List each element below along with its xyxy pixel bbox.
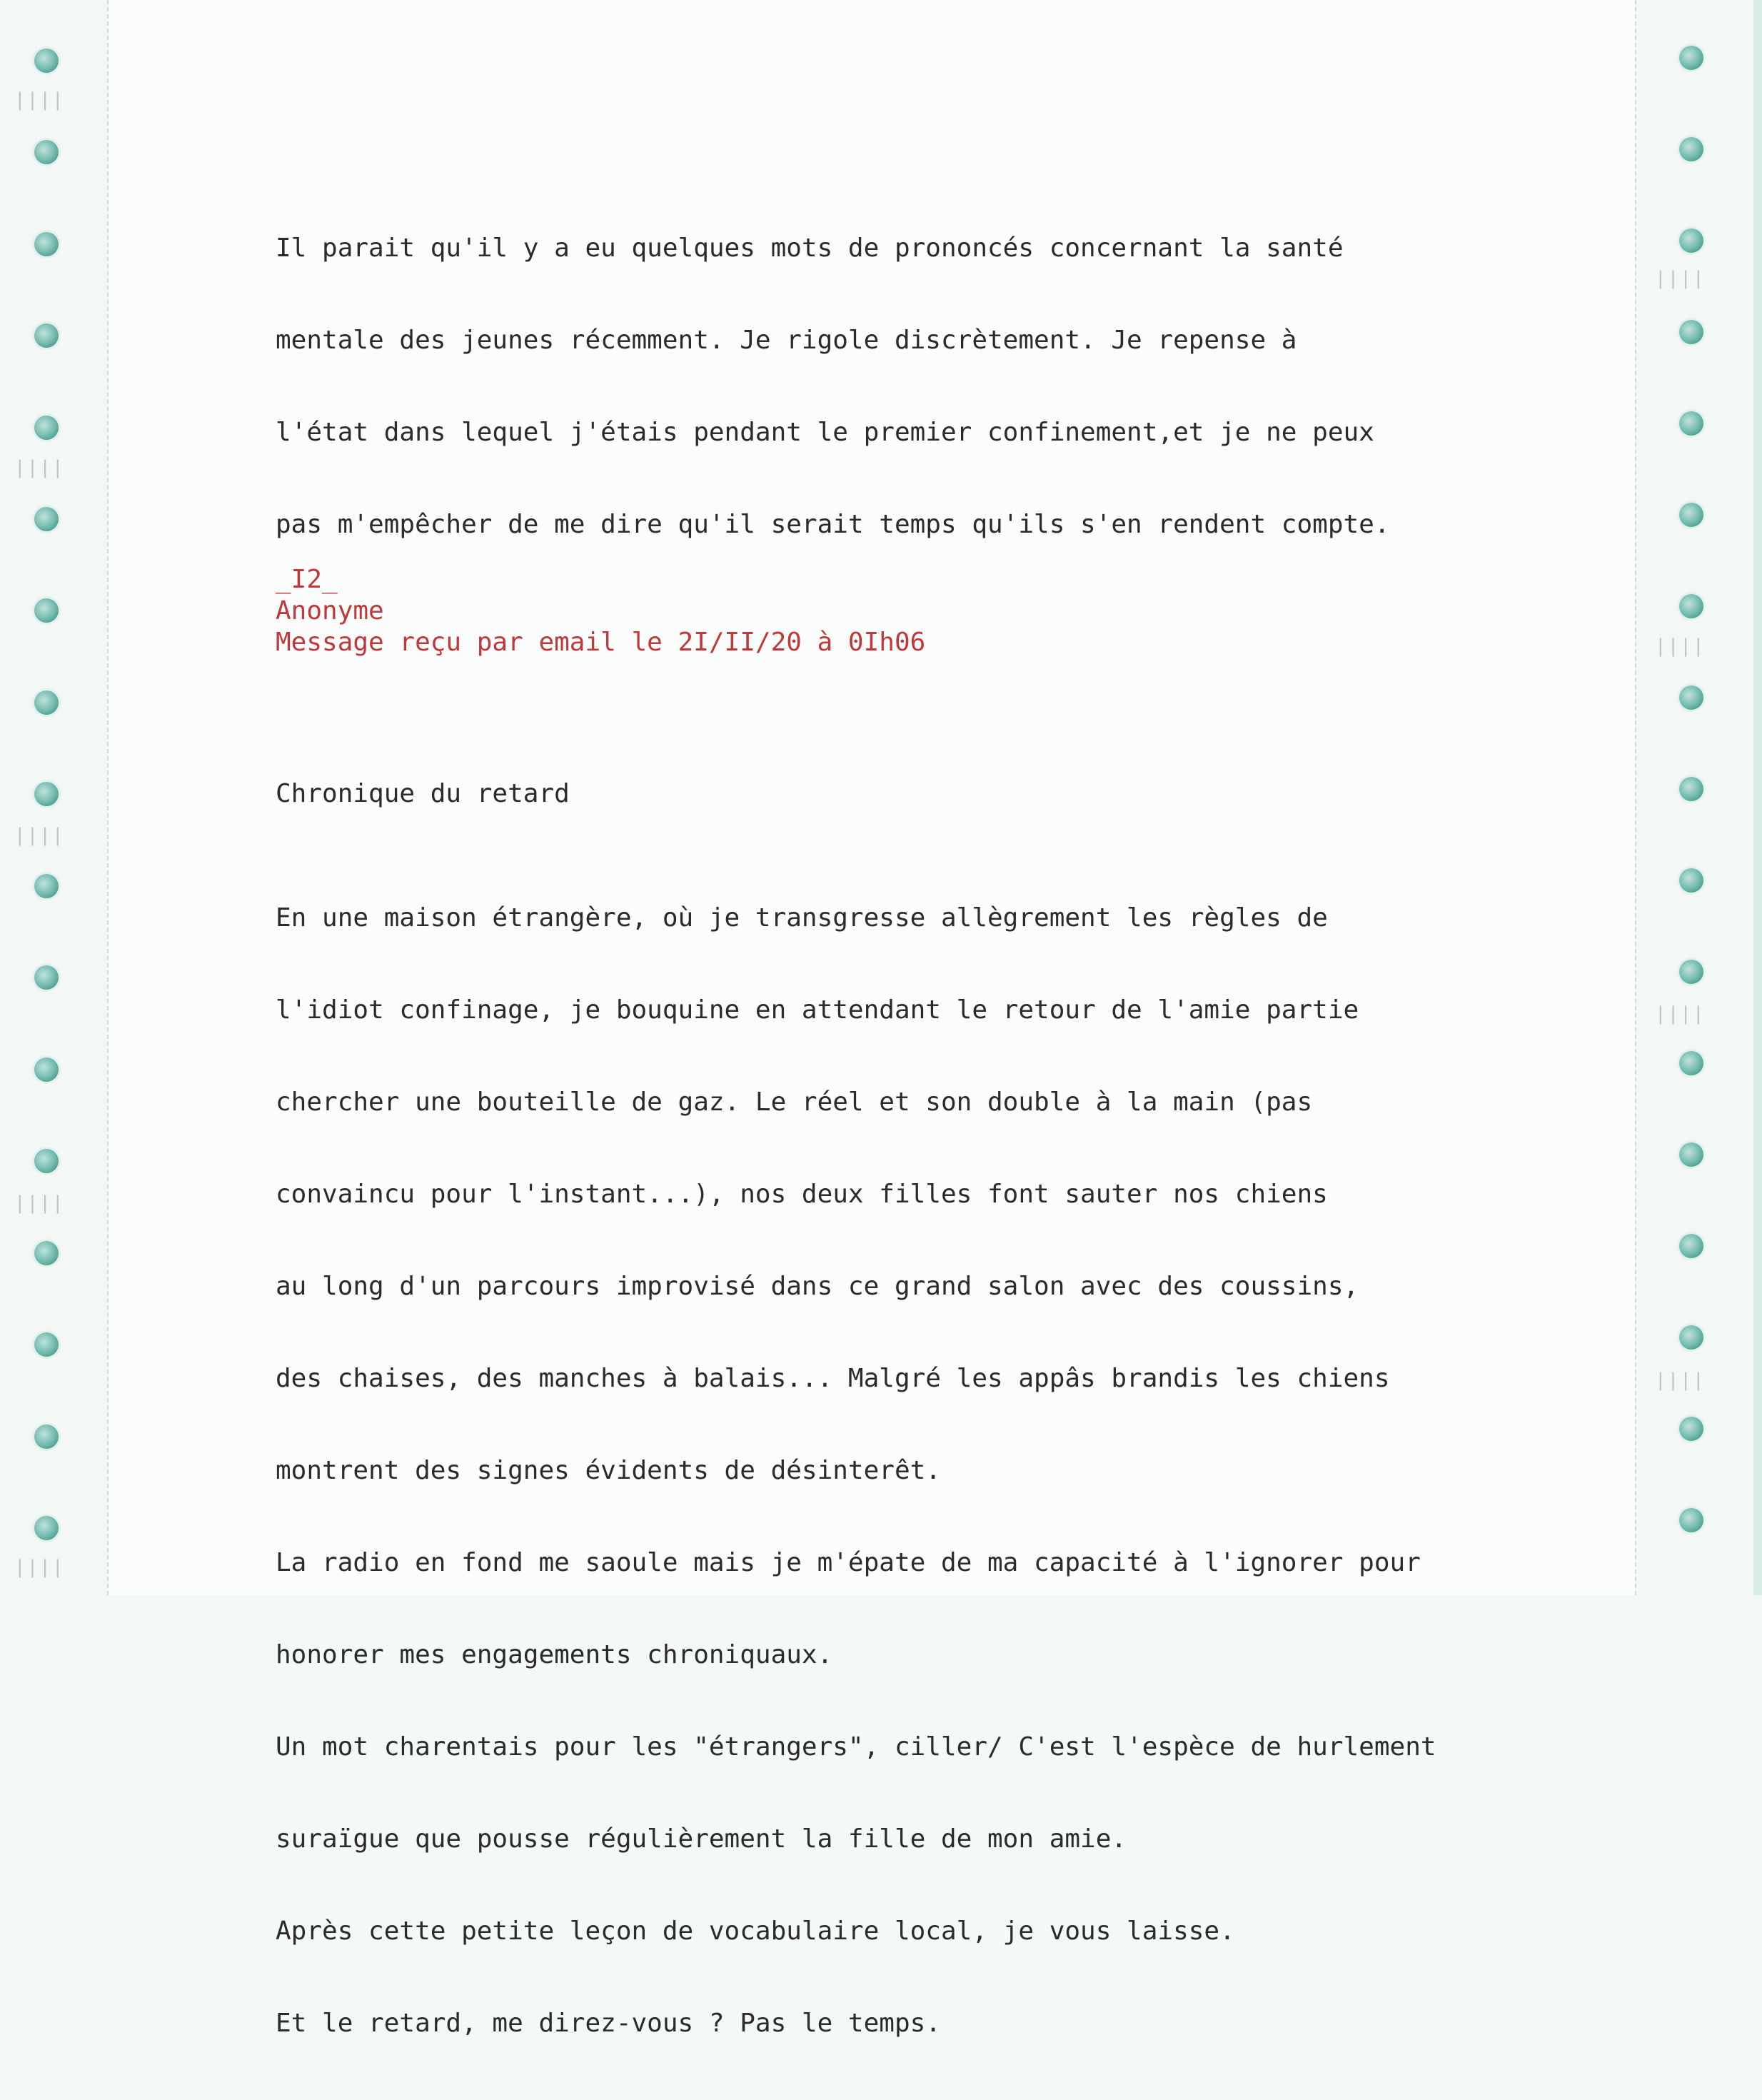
feed-hole-icon [34,507,59,531]
feed-hole-icon [1679,777,1703,801]
feed-hole-icon [34,1332,59,1357]
feed-hole-icon [34,1057,59,1082]
text-line: mentale des jeunes récemment. Je rigole discrètement. Je repense à [276,326,1297,355]
feed-hole-icon [1679,1142,1703,1167]
feed-hole-icon [34,1516,59,1540]
text-line: l'état dans lequel j'étais pendant le premier confinement,et je ne peux [276,418,1374,447]
feed-hole-icon [1679,1508,1703,1532]
feed-hole-icon [1679,503,1703,527]
chronicle-title: Chronique du retard [276,779,570,808]
feed-hole-icon [1679,1234,1703,1258]
text-line: Après cette petite leçon de vocabulaire local, je vous laisse. [276,1916,1235,1946]
feed-hole-icon [1679,320,1703,344]
feed-hole-icon [1679,46,1703,70]
feed-hole-icon [34,1241,59,1265]
text-line: suraïgue que pousse régulièrement la fille de mon amie. [276,1824,1127,1854]
perforation-marks-icon: |||| [14,457,65,478]
feed-hole-icon [34,49,59,73]
perforation-marks-icon: |||| [1655,1003,1706,1025]
feed-hole-icon [34,323,59,348]
feed-hole-icon [34,965,59,990]
entry-author: Anonyme [276,596,384,626]
feed-hole-icon [34,416,59,440]
perforation-marks-icon: |||| [1655,635,1706,657]
perforation-marks-icon: |||| [14,1557,65,1578]
text-line: Il parait qu'il y a eu quelques mots de prononcés concernant la santé [276,233,1344,263]
feed-hole-icon [1679,228,1703,253]
text-line: convaincu pour l'instant...), nos deux filles font sauter nos chiens [276,1180,1328,1209]
text-line: montrent des signes évidents de désinterêt. [276,1456,941,1485]
text-line: chercher une bouteille de gaz. Le réel et son double à la main (pas [276,1087,1313,1117]
text-line: honorer mes engagements chroniquaux. [276,1640,833,1669]
text-line: au long d'un parcours improvisé dans ce grand salon avec des coussins, [276,1272,1359,1301]
feed-hole-icon [1679,1051,1703,1075]
feed-hole-icon [1679,1417,1703,1441]
feed-hole-icon [1679,137,1703,161]
chronicle-body [276,841,1436,2100]
perforation-marks-icon: |||| [14,1192,65,1214]
entry-received-date: Message reçu par email le 2I/II/20 à 0Ih06 [276,628,926,657]
feed-hole-icon [1679,868,1703,893]
opening-paragraph [276,171,1390,601]
feed-hole-icon [34,140,59,164]
feed-hole-icon [1679,594,1703,618]
text-line: La radio en fond me saoule mais je m'épate de ma capacité à l'ignorer pour [276,1548,1421,1577]
feed-hole-icon [34,232,59,256]
feed-hole-icon [34,1149,59,1173]
text-line: des chaises, des manches à balais... Malgré les appâs brandis les chiens [276,1364,1390,1393]
entry-number: _I2_ [276,565,338,594]
text-line: Et le retard, me direz-vous ? Pas le temps. [276,2009,941,2038]
feed-hole-icon [1679,685,1703,710]
feed-hole-icon [1679,960,1703,984]
perforation-marks-icon: |||| [14,825,65,846]
feed-hole-icon [1679,1325,1703,1350]
feed-hole-icon [34,598,59,623]
feed-hole-icon [34,874,59,898]
perforation-marks-icon: |||| [1655,1370,1706,1391]
text-line: Un mot charentais pour les "étrangers", ciller/ C'est l'espèce de hurlement [276,1732,1436,1762]
perforation-marks-icon: |||| [14,89,65,111]
text-line: En une maison étrangère, où je transgresse allègrement les règles de [276,903,1328,933]
feed-hole-icon [34,782,59,806]
text-line: l'idiot confinage, je bouquine en attendant le retour de l'amie partie [276,995,1359,1025]
feed-hole-icon [34,1425,59,1449]
perforation-marks-icon: |||| [1655,268,1706,289]
text-line: pas m'empêcher de me dire qu'il serait temps qu'ils s'en rendent compte. [276,510,1390,539]
feed-hole-icon [1679,411,1703,436]
feed-hole-icon [34,690,59,715]
